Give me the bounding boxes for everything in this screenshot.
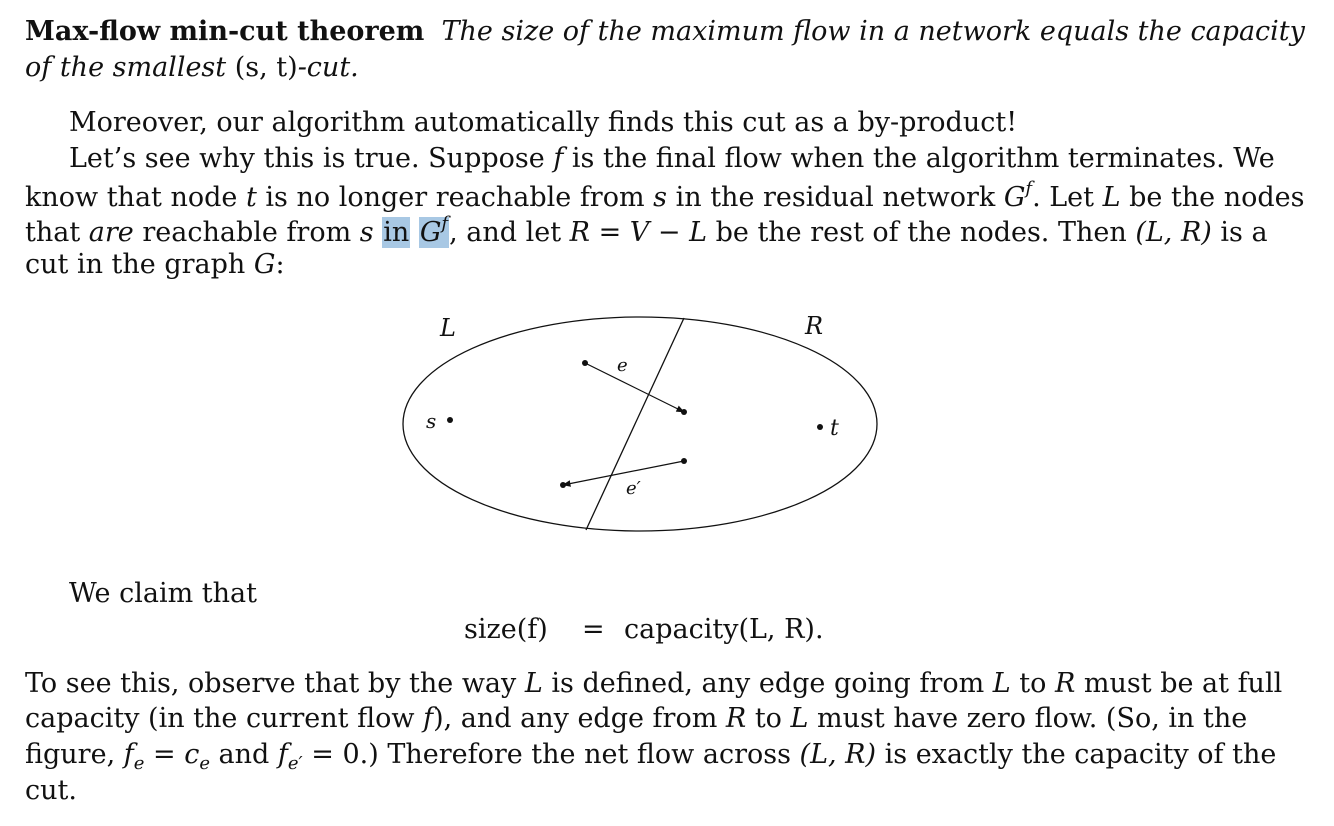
selected-text-G[interactable] [419, 213, 449, 248]
edge-e-head-node [681, 409, 687, 415]
math-R: R [1054, 668, 1076, 699]
para3-line-3 [25, 741, 1276, 773]
text: to [1010, 668, 1055, 699]
label-e-prime: e′ [626, 478, 641, 499]
text: , and let [449, 217, 570, 248]
para2-line-3 [25, 215, 1268, 246]
text: is defined, any edge going from [542, 668, 993, 699]
label-s: s [426, 409, 437, 433]
text: reachable from [133, 217, 360, 248]
text: Let’s see why this is true. Suppose [69, 143, 554, 174]
text: is the final flow when the algorithm terminates. We [563, 143, 1275, 174]
theorem-text: -cut. [297, 52, 359, 83]
math-R: R [725, 703, 747, 734]
math-R-eq: R = V − L [569, 217, 708, 248]
math-G: G [1003, 182, 1026, 213]
math-L: L [524, 668, 543, 699]
math-s: s [359, 217, 374, 248]
text: figure, [25, 739, 124, 770]
text: is exactly the capacity of the [876, 739, 1277, 770]
theorem-title: Max-flow min-cut theorem [25, 16, 425, 47]
text: be the nodes [1120, 182, 1305, 213]
text: and [209, 739, 278, 770]
text: Therefore the net flow across [378, 739, 800, 770]
text: capacity (in the current flow [25, 703, 424, 734]
label-R: R [805, 312, 824, 340]
para2-line-2 [25, 180, 1305, 211]
equation-lhs: size(f) [464, 614, 548, 645]
math-f: f [277, 739, 288, 770]
math-f: f [123, 739, 134, 770]
math-s: s [653, 182, 668, 213]
label-L: L [440, 314, 456, 342]
text: ), and any edge from [433, 703, 726, 734]
para1-line: Moreover, our algorithm automatically finds this cut as a by-product! [69, 107, 1018, 138]
edge-e [585, 363, 684, 412]
text: in the residual network [667, 182, 1004, 213]
theorem-line-2 [25, 54, 359, 81]
math-st: (s, t) [234, 52, 298, 83]
label-t: t [830, 416, 839, 441]
text: be the rest of the nodes. Then [707, 217, 1136, 248]
text: : [275, 249, 285, 280]
math-equals: = [144, 739, 185, 770]
cut-figure [400, 300, 890, 540]
math-sup-f: f [1025, 178, 1033, 199]
para3-line-2 [25, 705, 1247, 732]
emph-are: are [88, 217, 134, 248]
text: . Let [1032, 182, 1103, 213]
para2-line-1 [69, 145, 1275, 172]
math-sub-e: e [133, 753, 145, 774]
math-sub-e: e [199, 753, 210, 774]
math-LR: (L, R) [1135, 217, 1212, 248]
edge-e-prime-head-node [560, 482, 566, 488]
math-sub-e-prime: e′ [287, 753, 303, 774]
edge-e-prime [563, 461, 684, 485]
math-L: L [790, 703, 809, 734]
equation-equals: = [582, 614, 605, 645]
math-t: t [245, 182, 257, 213]
math-equals-zero: = 0.) [302, 739, 379, 770]
para3-line-4: cut. [25, 775, 77, 806]
text: that [25, 217, 89, 248]
text: must be at full [1075, 668, 1283, 699]
text: To see this, observe that by the way [25, 668, 525, 699]
text: is no longer reachable from [256, 182, 654, 213]
para3-line-1 [25, 670, 1282, 697]
node-s [447, 417, 453, 423]
theorem-statement: The size of the maximum flow in a network equals the capacity [441, 16, 1305, 47]
math-c: c [184, 739, 200, 770]
text: is a [1211, 217, 1268, 248]
math-G: G [419, 217, 442, 248]
text: must have zero flow. (So, in the [808, 703, 1248, 734]
theorem-line-1 [25, 18, 1305, 45]
math-sup-f: f [441, 213, 449, 234]
selected-text-in[interactable]: in [383, 217, 410, 248]
node-t [817, 424, 823, 430]
math-L: L [1102, 182, 1121, 213]
text: to [746, 703, 791, 734]
equation-rhs: capacity(L, R). [624, 614, 824, 645]
math-G: G [253, 249, 276, 280]
para2-line-4 [25, 251, 285, 278]
theorem-text: of the smallest [25, 52, 235, 83]
math-LR: (L, R) [799, 739, 877, 770]
text: cut in the graph [25, 249, 254, 280]
math-f: f [553, 143, 564, 174]
math-f: f [423, 703, 434, 734]
label-e: e [617, 355, 628, 376]
math-L: L [992, 668, 1011, 699]
claim-intro: We claim that [69, 578, 257, 609]
text: know that node [25, 182, 246, 213]
